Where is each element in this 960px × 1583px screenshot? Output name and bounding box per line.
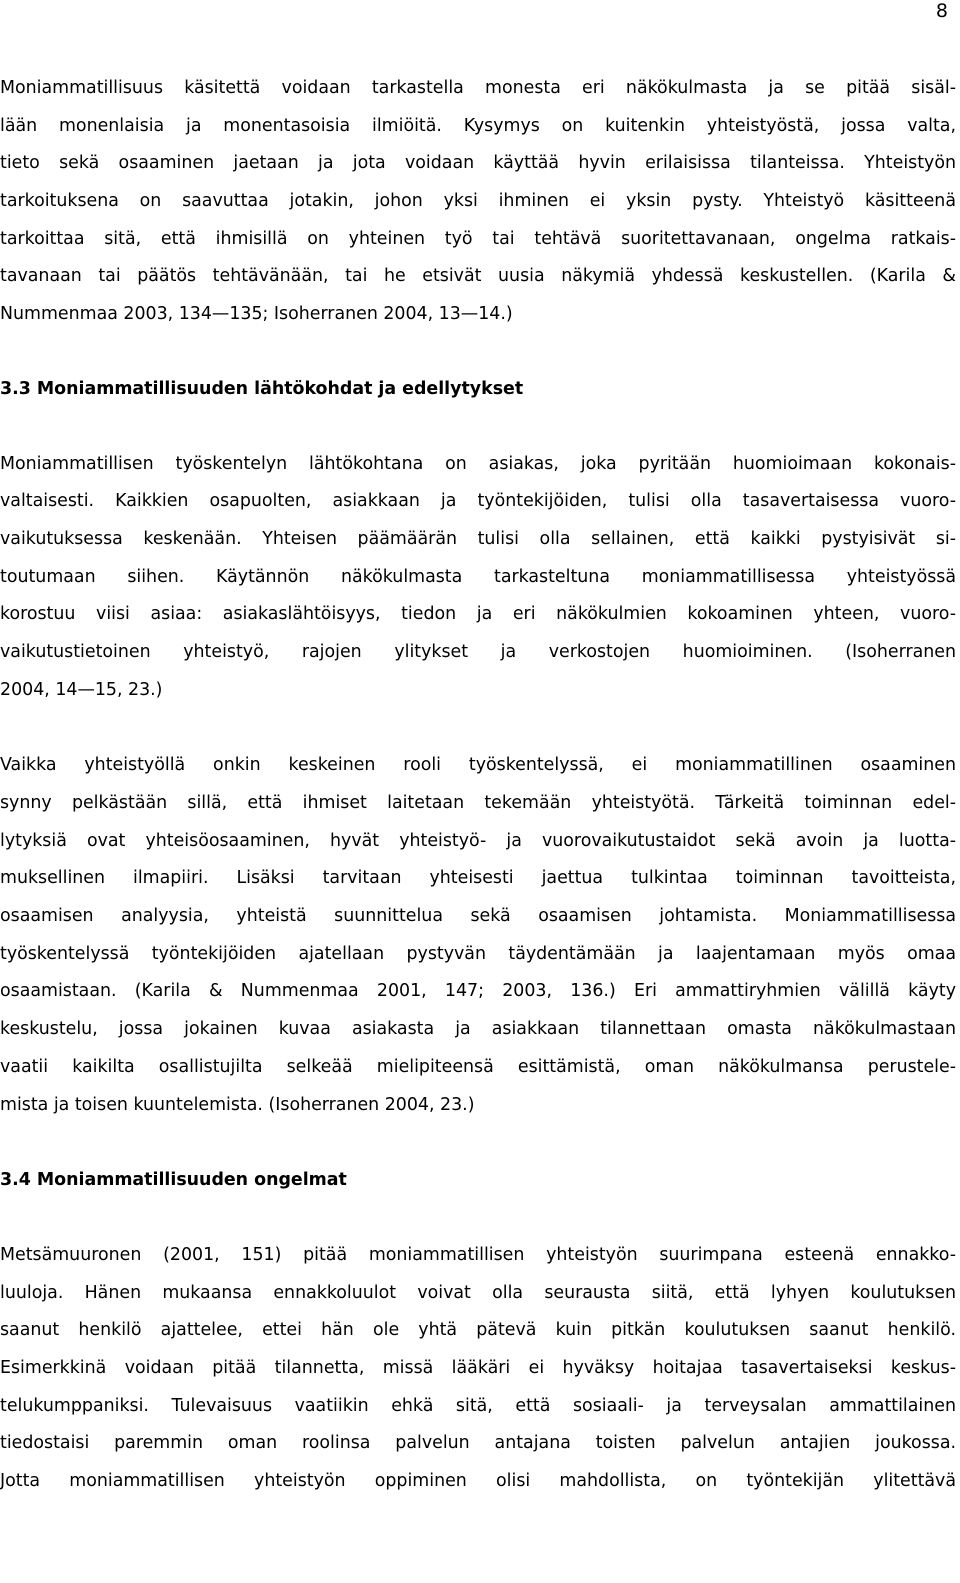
section-heading-3-4: 3.4 Moniammatillisuuden ongelmat	[0, 1170, 347, 1191]
text-line: tavanaan tai päätös tehtävänään, tai he etsivät uusia näkymiä yhdessä keskustellen. (Karila &	[0, 266, 956, 287]
text-line: synny pelkästään sillä, että ihmiset laitetaan tekemään yhteistyötä. Tärkeitä toiminnan edel-	[0, 793, 956, 814]
paragraph-multiprofessionalism-definition	[0, 70, 956, 334]
text-line: muksellinen ilmapiiri. Lisäksi tarvitaan yhteisesti jaettua tulkintaa toiminnan tavoitteista,	[0, 868, 956, 889]
text-line: vaikutuksessa keskenään. Yhteisen päämäärän tulisi olla sellainen, että kaikki pystyisivät si-	[0, 528, 956, 549]
text-line: 2004, 14—15, 23.)	[0, 679, 163, 700]
text-line: lytyksiä ovat yhteisöosaaminen, hyvät yhteistyö- ja vuorovaikutustaidot sekä avoin ja luotta-	[0, 830, 956, 851]
text-line: Moniammatillisen työskentelyn lähtökohtana on asiakas, joka pyritään huomioimaan kokonais-	[0, 453, 956, 474]
text-line: työskentelyssä työntekijöiden ajatellaan pystyvän täydentämään ja laajentamaan myös omaa	[0, 943, 956, 964]
text-line: osaamistaan. (Karila & Nummenmaa 2001, 147; 2003, 136.) Eri ammattiryhmien välillä käyty	[0, 981, 956, 1002]
text-line: Vaikka yhteistyöllä onkin keskeinen rooli työskentelyssä, ei moniammatillinen osaaminen	[0, 755, 956, 776]
text-line: lään monenlaisia ja monentasoisia ilmiöitä. Kysymys on kuitenkin yhteistyöstä, jossa valta,	[0, 115, 956, 136]
text-line: osaamisen analyysia, yhteistä suunnittelua sekä osaamisen johtamista. Moniammatillisessa	[0, 906, 956, 927]
text-line: vaatii kaikilta osallistujilta selkeää mielipiteensä esittämistä, oman näkökulmansa perustele-	[0, 1056, 956, 1077]
paragraph-prerequisites	[0, 747, 956, 1124]
text-line: telukumppaniksi. Tulevaisuus vaatiikin ehkä sitä, että sosiaali- ja terveysalan ammattilainen	[0, 1395, 956, 1416]
text-line: mista ja toisen kuuntelemista. (Isoherranen 2004, 23.)	[0, 1094, 475, 1115]
text-line: Esimerkkinä voidaan pitää tilannetta, missä lääkäri ei hyväksy hoitajaa tasavertaiseksi keskus-	[0, 1357, 956, 1378]
text-line: saanut henkilö ajattelee, ettei hän ole yhtä pätevä kuin pitkän koulutuksen saanut henkilö.	[0, 1320, 956, 1341]
document-body	[0, 70, 956, 1501]
text-line: Jotta moniammatillisen yhteistyön oppiminen olisi mahdollista, on työntekijän ylitettävä	[0, 1471, 956, 1492]
text-line: korostuu viisi asiaa: asiakaslähtöisyys, tiedon ja eri näkökulmien kokoaminen yhteen, vuoro-	[0, 604, 956, 625]
paragraph-starting-points	[0, 446, 956, 710]
paragraph-problems	[0, 1237, 956, 1501]
text-line: Moniammatillisuus käsitettä voidaan tarkastella monesta eri näkökulmasta ja se pitää sisäl-	[0, 78, 956, 98]
text-line: tarkoittaa sitä, että ihmisillä on yhteinen työ tai tehtävä suoritettavanaan, ongelma ratkais-	[0, 228, 956, 249]
text-line: tarkoituksena on saavuttaa jotakin, johon yksi ihminen ei yksin pysty. Yhteistyö käsitteenä	[0, 191, 956, 212]
text-line: luuloja. Hänen mukaansa ennakkoluulot voivat olla seurausta siitä, että lyhyen koulutuksen	[0, 1282, 956, 1303]
section-heading-3-3: 3.3 Moniammatillisuuden lähtökohdat ja edellytykset	[0, 378, 524, 399]
text-line: Metsämuuronen (2001, 151) pitää moniammatillisen yhteistyön suurimpana esteenä ennakko-	[0, 1244, 956, 1265]
text-line: keskustelu, jossa jokainen kuvaa asiakasta ja asiakkaan tilannettaan omasta näkökulmastaan	[0, 1019, 956, 1040]
text-line: valtaisesti. Kaikkien osapuolten, asiakkaan ja työntekijöiden, tulisi olla tasavertaisessa vuoro-	[0, 491, 956, 512]
text-line: vaikutustietoinen yhteistyö, rajojen ylitykset ja verkostojen huomioiminen. (Isoherranen	[0, 641, 956, 662]
text-line: tieto sekä osaaminen jaetaan ja jota voidaan käyttää hyvin erilaisissa tilanteissa. Yhteistyön	[0, 153, 956, 174]
text-line: tiedostaisi paremmin oman roolinsa palvelun antajana toisten palvelun antajien joukossa.	[0, 1433, 956, 1454]
text-line: toutumaan siihen. Käytännön näkökulmasta tarkasteltuna moniammatillisessa yhteistyössä	[0, 566, 956, 587]
text-line: Nummenmaa 2003, 134—135; Isoherranen 2004, 13—14.)	[0, 304, 513, 325]
page-number: 8	[935, 0, 948, 22]
